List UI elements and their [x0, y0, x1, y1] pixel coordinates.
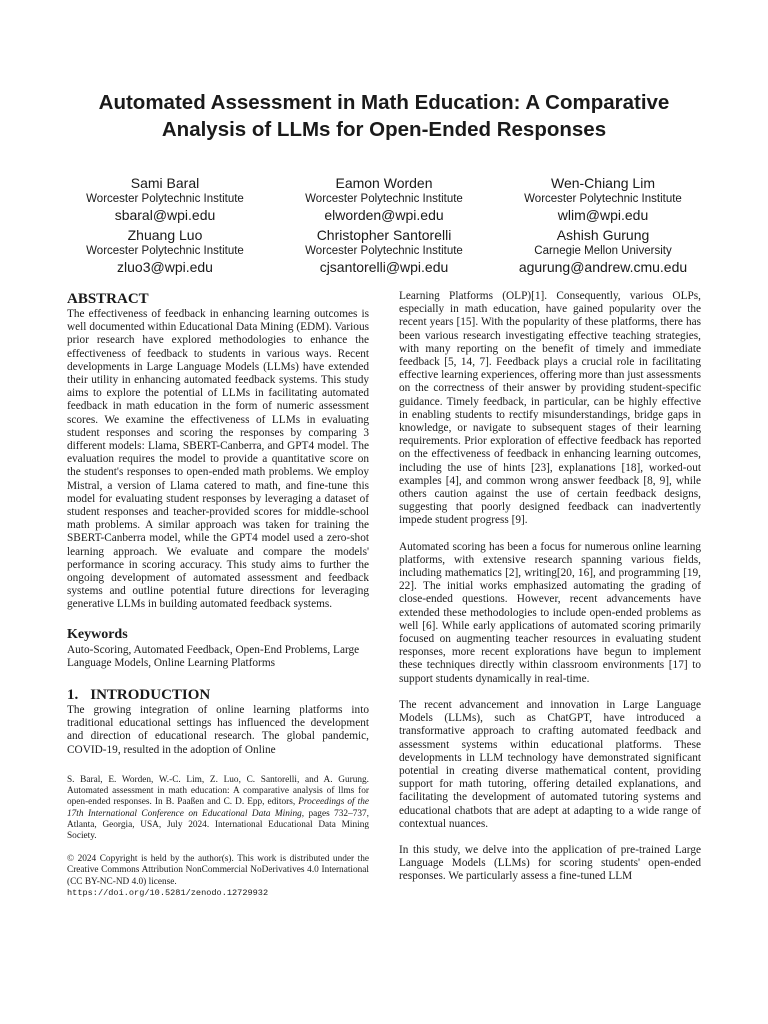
- keywords-heading: Keywords: [67, 626, 128, 642]
- author-email: zluo3@wpi.edu: [117, 259, 213, 275]
- paragraph-gap: [399, 528, 701, 541]
- author-affiliation: Worcester Polytechnic Institute: [305, 193, 463, 205]
- author-name: Christopher Santorelli: [316, 227, 452, 243]
- intro-heading: [67, 686, 369, 704]
- author-card: [279, 227, 489, 275]
- author-name: Wen-Chiang Lim: [550, 175, 655, 191]
- citation-footnote: [67, 775, 369, 842]
- paper-title: [40, 89, 728, 143]
- author-affiliation: Worcester Polytechnic Institute: [86, 245, 244, 257]
- author-email: wlim@wpi.edu: [557, 207, 649, 223]
- title-line-2: Analysis of LLMs for Open-Ended Responses: [161, 118, 607, 141]
- left-column: [67, 290, 369, 899]
- author-email: agurung@andrew.cmu.edu: [518, 259, 688, 275]
- author-affiliation: Worcester Polytechnic Institute: [524, 193, 682, 205]
- author-card: [498, 227, 708, 275]
- copyright-text: © 2024 Copyright is held by the author(s). This work is distributed under the Creative Commons Attribution NonCommercial NoDerivatives 4.0 International (CC BY-NC-ND 4.0) license.: [67, 854, 369, 887]
- author-affiliation: Worcester Polytechnic Institute: [86, 193, 244, 205]
- author-email: elworden@wpi.edu: [324, 207, 444, 223]
- author-affiliation: Worcester Polytechnic Institute: [305, 245, 463, 257]
- right-column: [399, 290, 701, 884]
- citation-text-part1: S. Baral, E. Worden, W.-C. Lim, Z. Luo, C. Santorelli, and A. Gurung. Automated assessment in math education: A comparative analysis of llms for open-ended responses. In B. Paaßen and C. D. Epp, editors,: [67, 774, 369, 808]
- author-card: [498, 175, 708, 223]
- author-card: [60, 227, 270, 275]
- doi-link[interactable]: https://doi.org/10.5281/zenodo.12729932: [67, 887, 269, 898]
- body-paragraph: In this study, we delve into the application of pre-trained Large Language Models (LLMs) for scoring students' open-ended responses. We particularly assess a fine-tuned LLM: [399, 843, 701, 883]
- author-email: cjsantorelli@wpi.edu: [319, 259, 449, 275]
- author-card: [60, 175, 270, 223]
- intro-heading-text: INTRODUCTION: [90, 687, 211, 704]
- author-name: Eamon Worden: [335, 175, 433, 191]
- intro-paragraph: The growing integration of online learning platforms into traditional educational settings has influenced the development and direction of educational research. The global pandemic, COVID-19, resulted in the adoption of Online: [67, 704, 369, 756]
- author-name: Zhuang Luo: [127, 227, 203, 243]
- citation-proceedings: Proceedings of the 17th International Conference on Educational Data Mining: [67, 797, 369, 819]
- paragraph-gap: [399, 831, 701, 844]
- copyright-footnote: [67, 854, 369, 899]
- citation-text-part2: , pages 732–737, Atlanta, Georgia, USA, July 2024. International Educational Data Mining Society.: [67, 808, 369, 841]
- body-paragraph: Learning Platforms (OLP)[1]. Consequently, various OLPs, especially in math education, have gained popularity over the recent years [15]. With the popularity of these platforms, there has been various research investigating effective teaching strategies, with many reporting on the benefit of timely and immediate feedback [5, 14, 7]. Feedback plays a crucial role in facilitating effective learning experiences, offering more than just assessments on the correctness of their answer by providing student-specific guidance. Timely feedback, in particular, can be highly effective in enabling students to rectify misunderstandings, bridge gaps in knowledge, or navigate to subsequent stages of their learning requirements. Prior exploration of effective feedback has reported on the effectiveness of feedback in enhancing learning outcomes, including the use of hints [23], explanations [18], worked-out examples [4], and common wrong answer feedback [8, 9], while others caution against the use of certain feedback designs, suggesting that poorly designed feedback can inadvertently impede student progress [9].: [399, 290, 701, 527]
- author-block: [60, 175, 708, 279]
- author-name: Ashish Gurung: [556, 227, 650, 243]
- author-row-1: [60, 175, 708, 223]
- keywords-text: Auto-Scoring, Automated Feedback, Open-End Problems, Large Language Models, Online Learning Platforms: [67, 643, 360, 669]
- abstract-text: The effectiveness of feedback in enhancing learning outcomes is well documented within Educational Data Mining (EDM). Various prior research have explored methodologies to enhance the effectiveness of feedback to students in various ways. Recent developments in Large Language Models (LLMs) have extended their utility in enhancing automated feedback systems. This study aims to explore the potential of LLMs in facilitating automated feedback in math education in the form of numeric assessment scores. We examine the effectiveness of LLMs in evaluating student responses and scoring the responses by comparing 3 different models: Llama, SBERT-Canberra, and GPT4 model. The evaluation requires the model to provide a quantitative score on the student's responses to open-ended math problems. We employ Mistral, a version of Llama catered to math, and fine-tune this model for evaluating student responses by leveraging a dataset of student responses and teacher-provided scores for middle-school math problems. A similar approach was taken for training the SBERT-Canberra model, while the GPT4 model used a zero-shot learning approach. We evaluate and compare the models' performance in scoring accuracy. This study aims to further the ongoing development of automated assessment and feedback systems and outline potential future directions for leveraging generative LLMs in building automated feedback systems.: [67, 308, 369, 611]
- author-affiliation: Carnegie Mellon University: [534, 245, 672, 257]
- author-card: [279, 175, 489, 223]
- author-row-2: [60, 227, 708, 275]
- author-name: Sami Baral: [130, 175, 200, 191]
- body-paragraph: The recent advancement and innovation in Large Language Models (LLMs), such as ChatGPT, have introduced a transformative approach to crafting automated feedback and assessment systems within educational platforms. These developments in LLM technology have demonstrated significant potential in creating diverse mathematical content, providing support for math tutoring, offering detailed explanations, and facilitating the development of automated tutoring systems and educational chatbots that are adept at adapting to a wide range of contextual nuances.: [399, 698, 701, 830]
- paragraph-gap: [399, 686, 701, 699]
- body-paragraph: Automated scoring has been a focus for numerous online learning platforms, with extensive research spanning various fields, including mathematics [2], writing[20, 16], and programming [19, 22]. The initial works emphasized automating the grading of close-ended questions. However, recent advancements have extended these methodologies to include open-ended problems as well [6]. While early applications of automated scoring primarily focused on augmenting teacher resources in evaluating student responses, more recent explorations have begun to implement these techniques directly within classroom environments [17] to support students dynamically in real-time.: [399, 540, 701, 685]
- abstract-heading: ABSTRACT: [67, 291, 149, 307]
- title-line-1: Automated Assessment in Math Education: A Comparative: [98, 91, 670, 114]
- intro-section-number: 1.: [67, 687, 79, 704]
- author-email: sbaral@wpi.edu: [114, 207, 216, 223]
